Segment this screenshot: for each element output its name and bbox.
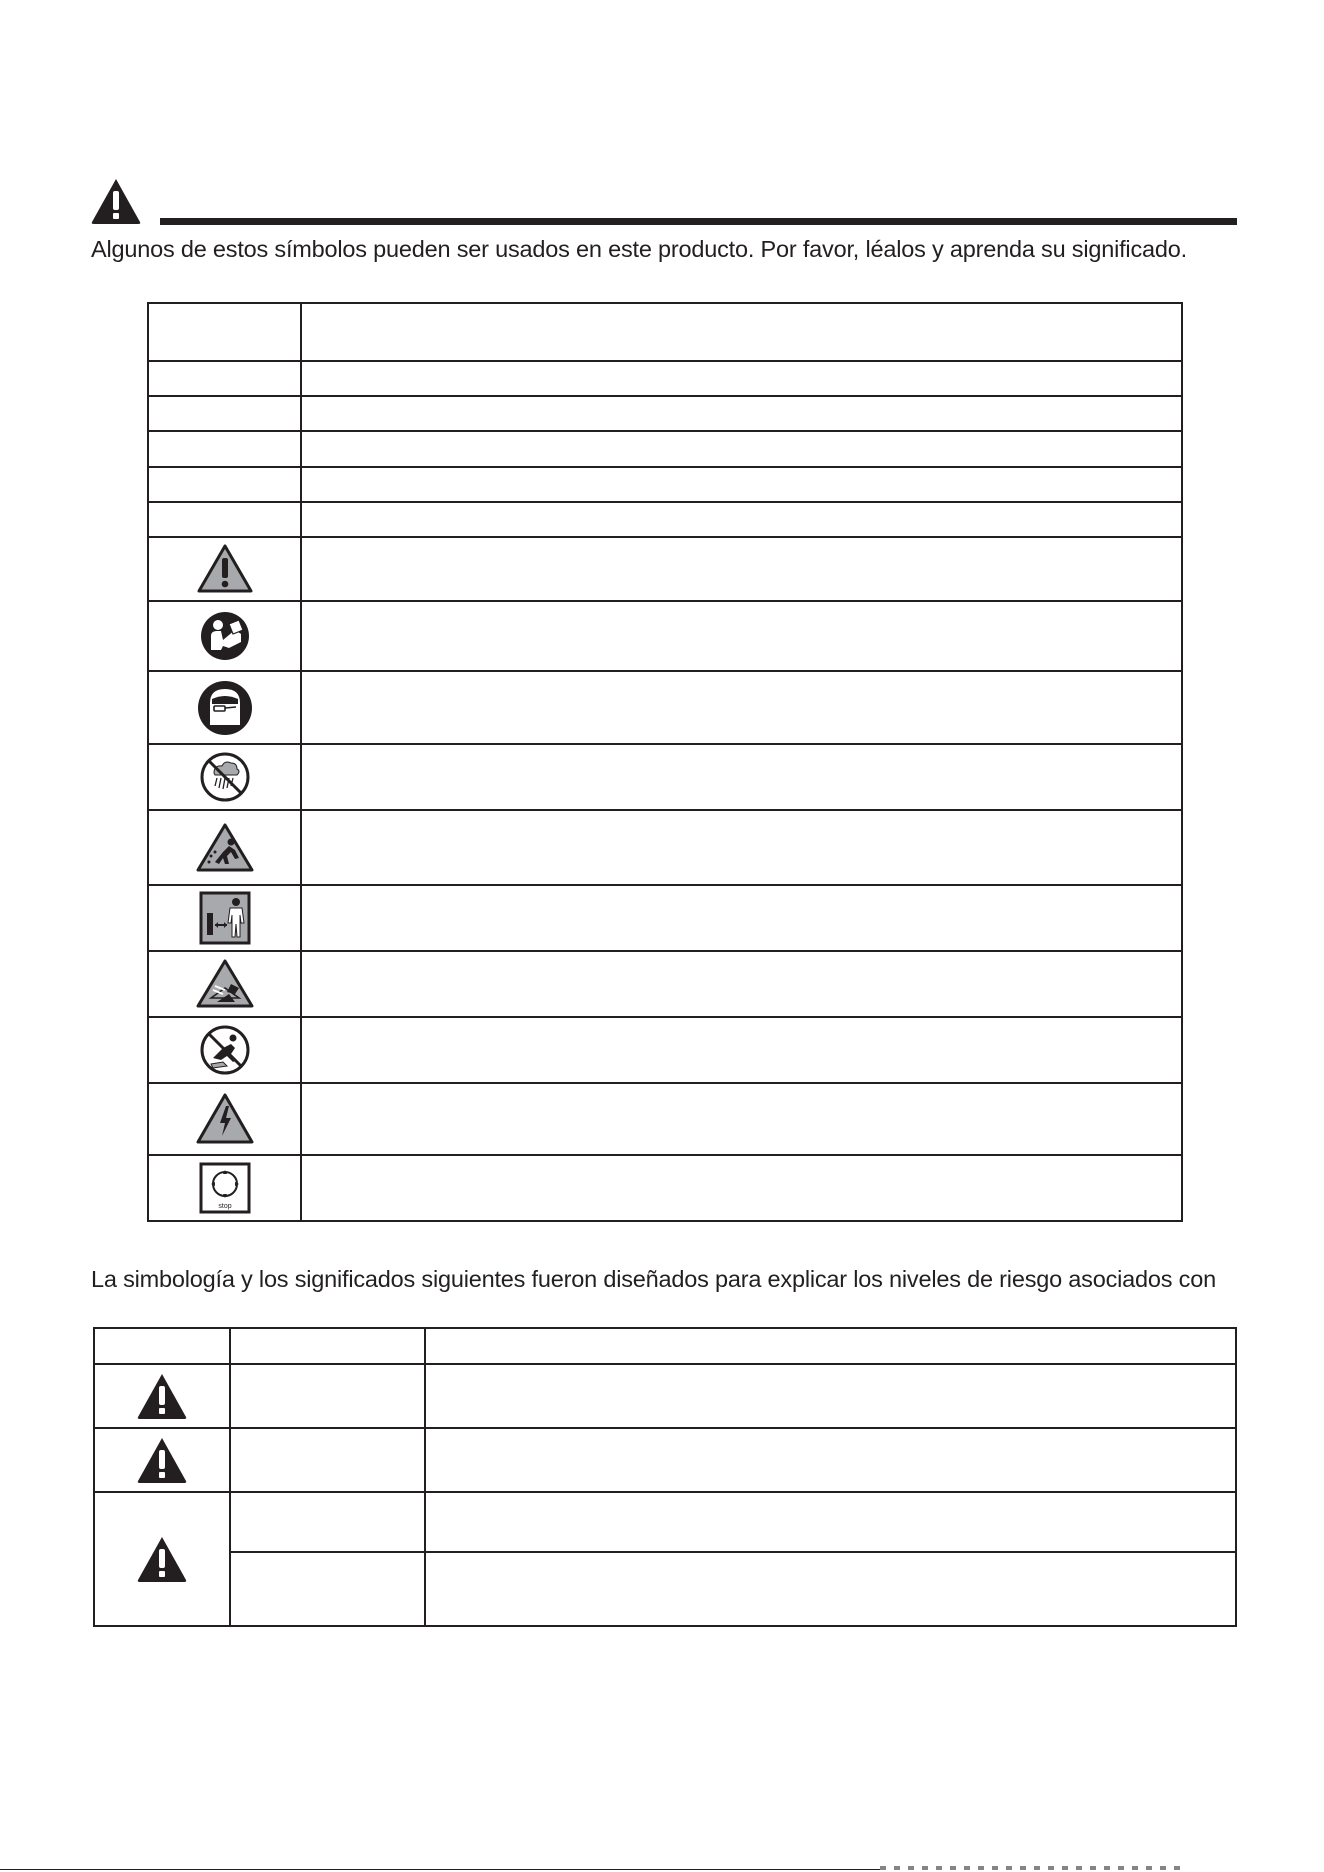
table-row	[148, 1155, 1182, 1221]
keep-bystanders-away-icon	[199, 891, 251, 945]
table-row	[148, 1083, 1182, 1155]
table-row	[148, 1017, 1182, 1083]
electric-shock-icon	[195, 1092, 255, 1146]
table-row	[148, 885, 1182, 951]
no-hands-feet-icon	[199, 1024, 251, 1076]
table-row	[94, 1492, 1236, 1552]
table-row	[94, 1364, 1236, 1428]
danger-icon	[136, 1372, 188, 1420]
eye-protection-icon	[196, 679, 254, 737]
risk-intro-text: La simbología y los significados siguientes fueron diseñados para explicar los niveles de riesgo asociados con	[91, 1266, 1216, 1292]
table-row	[148, 951, 1182, 1017]
footer-fragment	[880, 1866, 1180, 1870]
header-warning-icon	[90, 177, 142, 225]
risk-table	[93, 1327, 1237, 1627]
read-manual-icon	[199, 610, 251, 662]
table-row	[94, 1328, 1236, 1364]
no-rain-icon	[199, 751, 251, 803]
table-row	[94, 1552, 1236, 1626]
header-rule	[160, 218, 1237, 225]
footer-rule	[0, 1869, 880, 1870]
table-row	[148, 502, 1182, 537]
symbols-table	[147, 302, 1183, 1222]
table-row	[148, 744, 1182, 810]
table-row	[148, 361, 1182, 396]
table-row	[148, 601, 1182, 671]
table-row	[94, 1428, 1236, 1492]
table-row	[148, 671, 1182, 744]
warning-icon	[136, 1436, 188, 1484]
table-row	[148, 396, 1182, 431]
stop-engine-icon	[199, 1162, 251, 1214]
table-row	[148, 810, 1182, 885]
ricochet-icon	[195, 822, 255, 874]
caution-icon	[136, 1535, 188, 1583]
safety-alert-icon	[196, 543, 254, 595]
rotating-blade-icon	[195, 958, 255, 1010]
table-row	[148, 431, 1182, 467]
table-row	[148, 303, 1182, 361]
symbols-intro-text: Algunos de estos símbolos pueden ser usados en este producto. Por favor, léalos y aprenda su significado.	[91, 236, 1187, 262]
stop-label: stop	[217, 1203, 232, 1210]
table-row	[148, 537, 1182, 601]
table-row	[148, 467, 1182, 502]
